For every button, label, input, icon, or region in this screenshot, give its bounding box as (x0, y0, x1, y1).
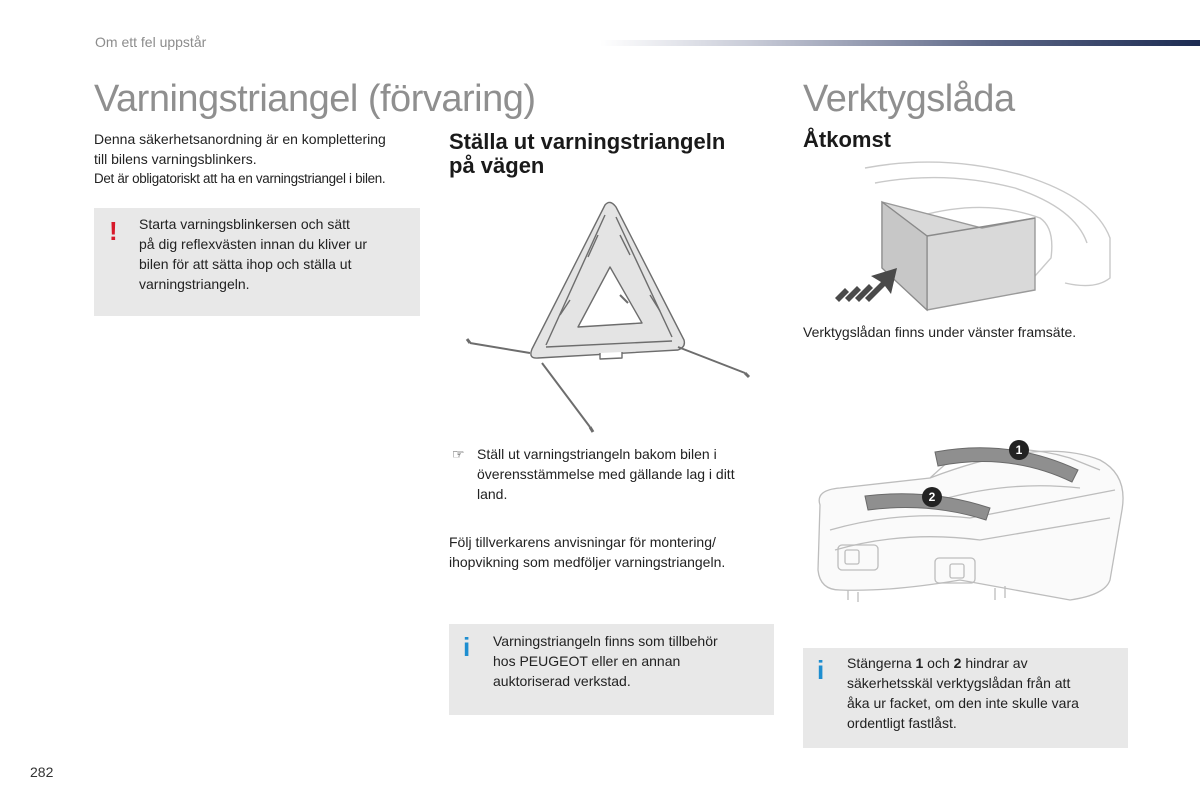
intro-line: Denna säkerhetsanordning är en komplettering (94, 131, 386, 147)
para-line: Följ tillverkarens anvisningar för montering/ (449, 534, 716, 550)
info-line: Varningstriangeln finns som tillbehör (493, 633, 718, 649)
info-line: hos PEUGEOT eller en annan (493, 653, 681, 669)
heading-line: Ställa ut varningstriangeln (449, 129, 726, 154)
header-gradient-bar (600, 40, 1200, 46)
warning-line: Starta varningsblinkersen och sätt (139, 216, 350, 232)
seat-toolbox-illustration (825, 158, 1125, 313)
section-title: Om ett fel uppstår (95, 34, 207, 50)
para-line: ihopvikning som medföljer varningstriangeln. (449, 554, 726, 570)
info-line (847, 653, 1079, 673)
toolbox-caption: Verktygslådan finns under vänster framsäte. (803, 324, 1077, 340)
info-text (493, 631, 718, 691)
info-line: auktoriserad verkstad. (493, 673, 631, 689)
page-number: 282 (30, 764, 54, 780)
intro-text (94, 129, 386, 189)
warning-line: bilen för att sätta ihop och ställa ut (139, 256, 352, 272)
heading-access: Åtkomst (803, 127, 892, 152)
bar-2-ref: 2 (953, 655, 962, 671)
bullet-icon: ☞ (452, 446, 465, 462)
info-text-part: Stängerna (847, 655, 916, 671)
info-line: ordentligt fastlåst. (847, 715, 957, 731)
warning-text (139, 214, 367, 294)
info-line: åka ur facket, om den inte skulle vara (847, 695, 1079, 711)
heading-place-triangle (449, 130, 725, 178)
heading-line: på vägen (449, 153, 545, 178)
page-title-warning-triangle: Varningstriangel (förvaring) (94, 78, 536, 120)
warning-box (94, 208, 420, 316)
intro-line: till bilens varningsblinkers. (94, 151, 257, 167)
seat-base-bars-illustration (810, 430, 1130, 615)
bullet-line: land. (477, 486, 508, 502)
info-text-part: hindrar av (961, 655, 1028, 671)
bullet-text (477, 444, 735, 504)
assembly-instructions-text (449, 532, 725, 572)
info-box-bars (803, 648, 1128, 748)
warning-triangle-illustration (460, 195, 760, 435)
bullet-line: Ställ ut varningstriangeln bakom bilen i (477, 446, 717, 462)
page-title-toolbox: Verktygslåda (803, 78, 1015, 120)
bar-1-ref: 1 (915, 655, 924, 671)
info-icon: i (463, 632, 471, 662)
bullet-line: överensstämmelse med gällande lag i ditt (477, 466, 735, 482)
info-line: säkerhetsskäl verktygslådan från att (847, 675, 1071, 691)
info-text (847, 653, 1079, 733)
warning-line: varningstriangeln. (139, 276, 250, 292)
callout-1-marker: 1 (1009, 440, 1029, 460)
callout-2-marker: 2 (922, 487, 942, 507)
info-text-part: och (923, 655, 954, 671)
info-box-accessory (449, 624, 774, 715)
intro-line: Det är obligatoriskt att ha en varningstriangel i bilen. (94, 171, 386, 186)
warning-line: på dig reflexvästen innan du kliver ur (139, 236, 368, 252)
warning-icon: ! (109, 216, 118, 246)
info-icon: i (817, 655, 825, 685)
